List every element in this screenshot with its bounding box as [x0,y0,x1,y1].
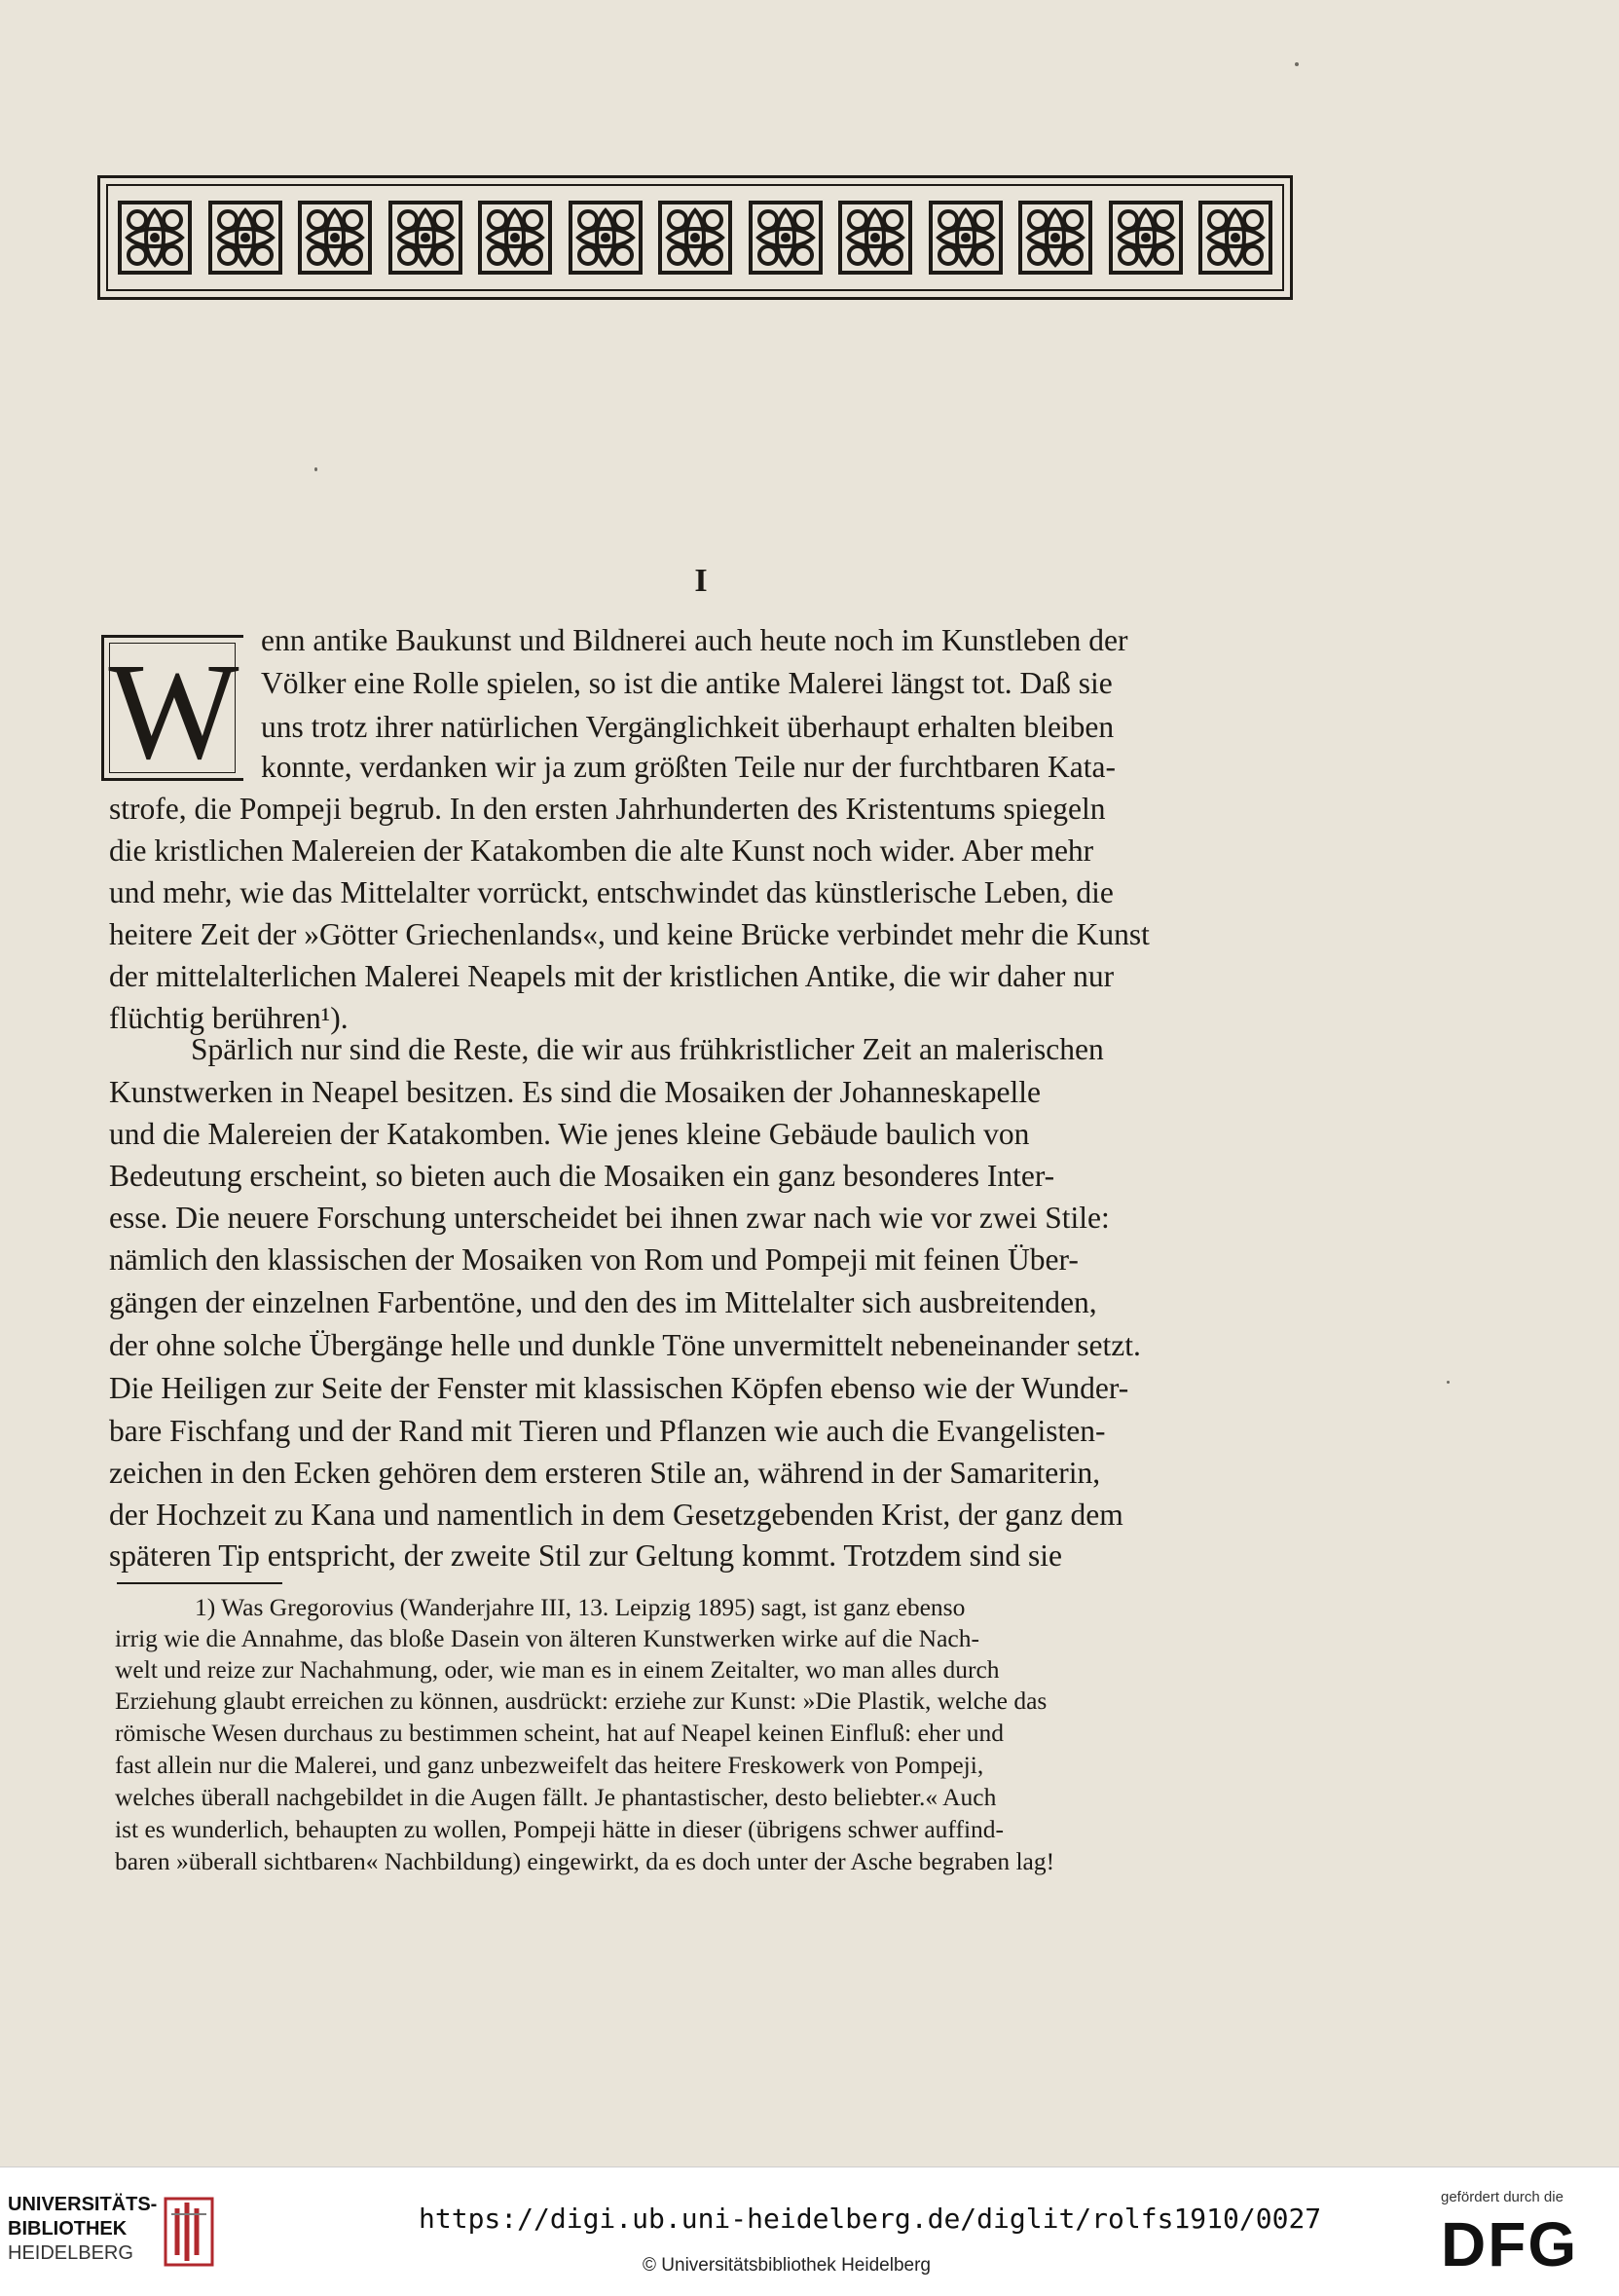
text-line: der mittelalterlichen Malerei Neapels mit der kristlichen Antike, die wir daher nur [109,959,1115,993]
text-line: bare Fischfang und der Rand mit Tieren und Pflanzen wie auch die Evangelisten- [109,1414,1106,1448]
text-line: Spärlich nur sind die Reste, die wir aus frühkristlicher Zeit an malerischen [191,1032,1104,1066]
text-line: nämlich den klassischen der Mosaiken von Rom und Pompeji mit feinen Über- [109,1242,1079,1277]
text-line: strofe, die Pompeji begrub. In den ersten Jahrhunderten des Kristentums spiegeln [109,792,1106,826]
library-name-line: HEIDELBERG [8,2242,133,2264]
text-line: Die Heiligen zur Seite der Fenster mit klassischen Köpfen ebenso wie der Wunder- [109,1371,1129,1405]
footnote-line: ist es wunderlich, behaupten zu wollen, Pompeji hätte in dieser (übrigens schwer auffind- [115,1815,1005,1843]
text-line: der Hochzeit zu Kana und namentlich in dem Gesetzgebenden Krist, der ganz dem [109,1498,1123,1532]
permalink-url[interactable]: https://digi.ub.uni-heidelberg.de/diglit/rolfs1910/0027 [419,2203,1322,2235]
text-line: und mehr, wie das Mittelalter vorrückt, entschwindet das künstlerische Leben, die [109,875,1114,909]
dfg-logo: DFG [1441,2209,1579,2279]
paper-speck [1295,62,1299,66]
text-line: der ohne solche Übergänge helle und dunkle Töne unvermittelt nebeneinander setzt. [109,1328,1141,1362]
text-line: enn antike Baukunst und Bildnerei auch heute noch im Kunstleben der [261,623,1128,657]
footnote-line: 1) Was Gregorovius (Wanderjahre III, 13. Leipzig 1895) sagt, ist ganz ebenso [195,1593,966,1621]
initial-letter: W [108,634,239,788]
footnote-line: welches überall nachgebildet in die Augen fällt. Je phantastischer, desto beliebter.« Auch [115,1783,997,1811]
library-emblem-icon [164,2195,214,2269]
text-line: esse. Die neuere Forschung unterscheidet bei ihnen zwar nach wie vor zwei Stile: [109,1201,1110,1235]
text-line: die kristlichen Malereien der Katakomben die alte Kunst noch wider. Aber mehr [109,833,1094,868]
text-line: späteren Tip entspricht, der zweite Stil zur Geltung kommt. Trotzdem sind sie [109,1538,1063,1573]
footnote-line: baren »überall sichtbaren« Nachbildung) eingewirkt, da es doch unter der Asche begraben lag! [115,1847,1055,1875]
footnote-line: fast allein nur die Malerei, und ganz unbezweifelt das heitere Freskowerk von Pompeji, [115,1751,984,1779]
footnote-line: irrig wie die Annahme, das bloße Dasein von älteren Kunstwerken wirke auf die Nach- [115,1624,979,1652]
library-name-line: UNIVERSITÄTS- [8,2194,158,2215]
footnote-rule [117,1582,282,1584]
text-line: Völker eine Rolle spielen, so ist die antike Malerei längst tot. Daß sie [261,666,1113,700]
text-line: uns trotz ihrer natürlichen Vergänglichkeit überhaupt erhalten bleiben [261,710,1115,744]
text-line: konnte, verdanken wir ja zum größten Teile nur der furchtbaren Kata- [261,750,1116,784]
text-line: Kunstwerken in Neapel besitzen. Es sind die Mosaiken der Johanneskapelle [109,1075,1041,1109]
text-line: und die Malereien der Katakomben. Wie jenes kleine Gebäude baulich von [109,1117,1030,1151]
copyright-notice: © Universitätsbibliothek Heidelberg [643,2255,931,2276]
library-name-line: BIBLIOTHEK [8,2218,128,2240]
paper-speck [314,467,317,471]
text-line: flüchtig berühren¹). [109,1001,349,1035]
footnote-line: römische Wesen durchaus zu bestimmen scheint, hat auf Neapel keinen Einfluß: eher und [115,1719,1005,1747]
chapter-number: I [694,563,708,599]
footnote-line: Erziehung glaubt erreichen zu können, ausdrückt: erziehe zur Kunst: »Die Plastik, welche das [115,1686,1048,1715]
footnote-line: welt und reize zur Nachahmung, oder, wie man es in einem Zeitalter, wo man alles durch [115,1655,1000,1684]
text-line: Bedeutung erscheint, so bieten auch die Mosaiken ein ganz besonderes Inter- [109,1159,1055,1193]
library-logo-text [8,2193,157,2266]
text-line: heitere Zeit der »Götter Griechenlands«, und keine Brücke verbindet mehr die Kunst [109,917,1150,951]
funding-caption: gefördert durch die [1441,2189,1564,2205]
text-line: zeichen in den Ecken gehören dem ersteren Stile an, während in der Samariterin, [109,1456,1101,1490]
text-line: gängen der einzelnen Farbentöne, und den des im Mittelalter sich ausbreitenden, [109,1285,1097,1319]
paper-speck [1447,1381,1450,1384]
